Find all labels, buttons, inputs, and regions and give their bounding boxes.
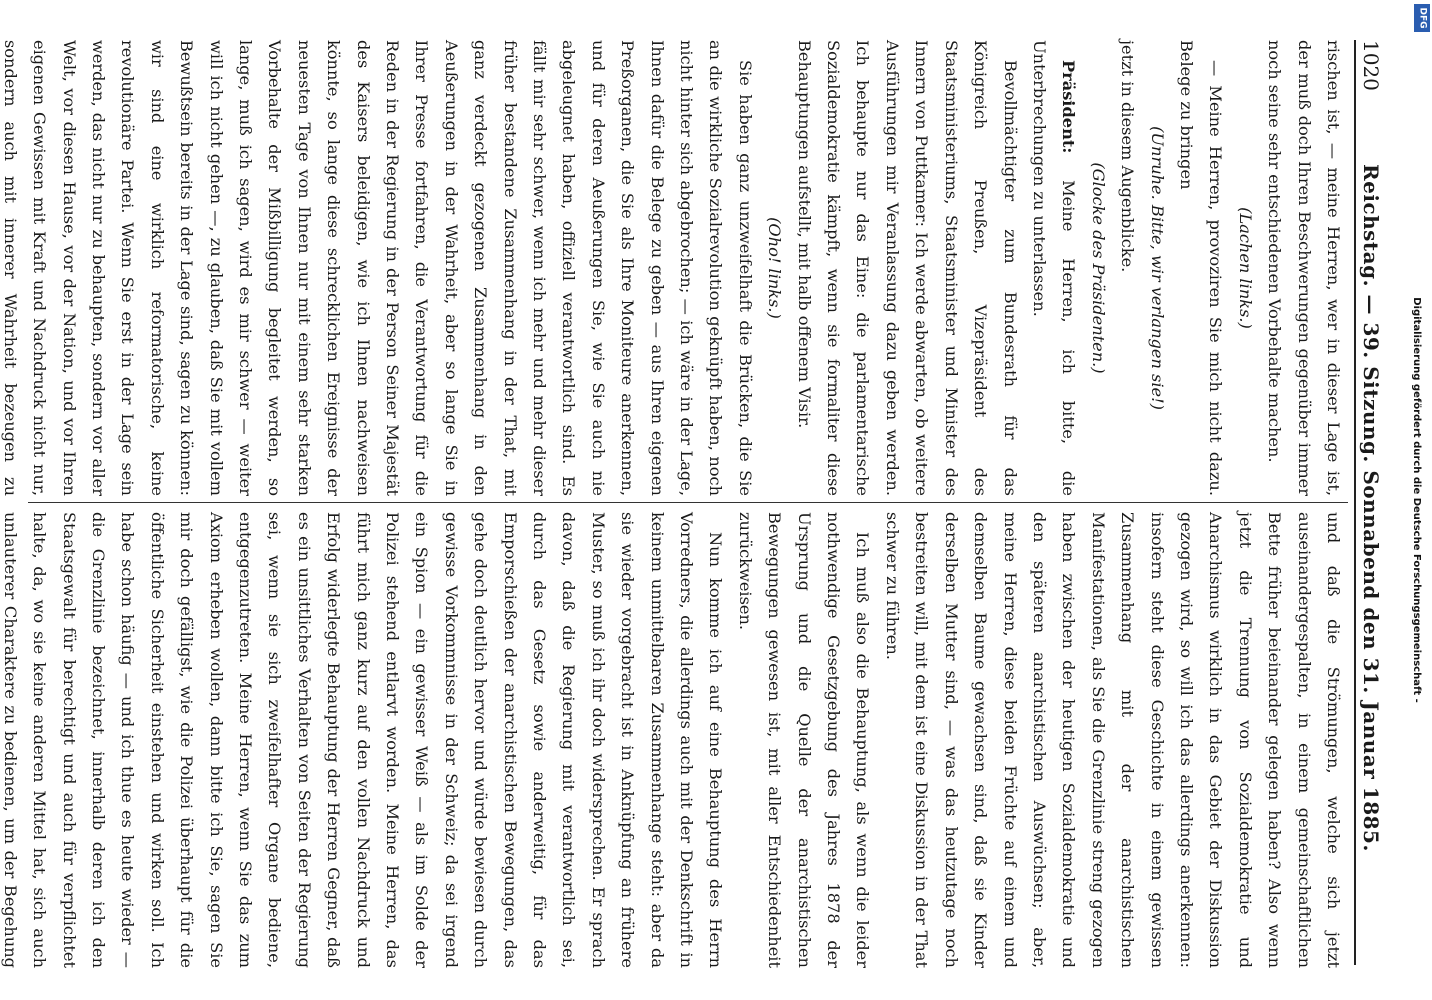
dfg-logo-text: DFG <box>1417 7 1428 29</box>
page-number: 1020 <box>1359 40 1383 91</box>
interjection: (Lachen links.) <box>1235 207 1255 329</box>
paragraph: — Meine Herren, provoziren Sie mich nicht dazu. Belege zu bringen <box>1176 40 1226 496</box>
interjection: (Glocke des Präsidenten.) <box>1088 162 1108 374</box>
paragraph: Ich muß also die Behauptung, als wenn die leider nothwendige Gesetzgebung des Jahres 1878 der Ursprung und die Quelle der anarchistischen Bewegungen gewesen ist, mit aller Entschiedenheit zurückweisen. <box>735 512 873 968</box>
left-column <box>0 40 1348 496</box>
paragraph: Bevollmächtigter zum Bundesrath für das Königreich Preußen, Vizepräsident des Staatsministeriums, Staatsminister und Minister des Innern von Puttkamer: Ich werde abwarten, ob weitere Ausführungen mir Veranlassung dazu geben werden. Ich behaupte nur das Eine: die parlamentarische Sozialdemokratie kämpft, wenn sie formaliter diese Behauptungen aufstellt, mit halb offenem Visir. <box>794 40 1020 496</box>
interjection: (Oho! links.) <box>765 217 785 319</box>
page-running-title: Reichstag. — 39. Sitzung. Sonnabend den 31. Januar 1885. <box>1359 163 1383 852</box>
paragraph: Sie haben ganz unzweifelhaft die Brücken, die Sie an die wirkliche Sozialrevolution geknüpft haben, noch nicht hinter sich abgebrochen; — ich wäre in der Lage, Ihnen dafür die Belege zu geben — aus Ihren eigenen Preßorganen, die Sie als Ihre Moniteure anerkennen, und für deren Aeußerungen Sie, wie Sie auch nie abgeleugnet haben, offiziell verantwortlich sind. Es fällt mir sehr schwer, wenn ich mehr und mehr dieser früher bestandene Zusammenhang in der That, mit ganz verdeckt gezogenen Zusammenhang in den Aeußerungen in der Wahrheit, aber so lange Sie in Ihrer Presse fortfahren, die Verantwortung für die Reden in der Regierung in der Person Seiner Majestät des Kaisers beleidigen, wie ich Ihnen nachweisen könnte, so lange diese schrecklichen Ereignisse der neuesten Tage von Ihnen nur mit einem sehr starken Vorbehalte der Mißbilligung begleitet werden, so lange, muß ich sagen, wird es mir schwer — weiter will ich nicht gehen —, zu glauben, daß Sie mit vollem Bewußtsein bereits in der Lage sind, sagen zu können: wir sind eine wirklich reformatorische, keine revolutionäre Partei. Wenn Sie erst in der Lage sein werden, das nicht nur zu behaupten, sondern vor aller Welt, vor diesen Hause, vor der Nation, und vor Ihren eigenen Gewissen mit Kraft und Nachdruck nicht nur, sondern auch mit innerer Wahrheit bezeugen zu <box>0 40 755 496</box>
speaker-paragraph <box>1025 40 1084 496</box>
interjection: (Unruhe. Bitte, wir verlangen sie!) <box>1147 126 1167 410</box>
column-divider <box>28 502 1348 503</box>
speaker-name: Präsident: <box>1059 60 1079 154</box>
paragraph: und daß die Strömungen, welche sich jetzt auseinandergespalten, in einem gemeinschaftlichen Bette früher beieinander gelegen haben? Also wenn jetzt die Trennung von Sozialdemokratie und Anarchismus wirklich in das Gebiet der Diskussion gezogen wird, so will ich das allerdings anerkennen: insofern steht diese Geschichte in einem gewissen Zusammenhang mit der anarchistischen Manifestationen, als Sie die Grenzlinie streng gezogen haben zwischen der heutigen Sozialdemokratie und den späteren anarchistischen Auswüchsen; aber, meine Herren, diese beiden Früchte auf einem und demselben Baume gewachsen sind, daß sie Kinder derselben Mutter sind, — was das heutzutage noch bestreiten will, mit dem ist eine Diskussion in der That schwer zu führen. <box>882 512 1343 968</box>
paragraph: Nun komme ich auf eine Behauptung des Herrn Vorredners, die allerdings auch mit der Denkschrift in keinem unmittelbaren Zusammenhange steht: aber da sie wieder vorgebracht ist in Anknüpfung an frühere Muster, so muß ich ihr doch widersprechen. Er sprach davon, daß die Regierung mit verantwortlich sei, durch das Gesetz sowie anderweitig, für das Emporschießen der anarchistischen Bewegungen, das gehe doch deutlich hervor und würde bewiesen durch gewisse Vorkommnisse in der Schweiz; da sei irgend ein Spion — ein gewisser Weiß — als im Solde der Polizei stehend entlarvt worden. Meine Herren, das führt mich ganz kurz auf den vollen Nachdruck und Erfolg widerlegte Behauptung der Herren Gegner, daß es ein unsittliches Verhalten von Seiten der Regierung sei, wenn sie sich zweifelhafter Organe bediene, entgegenzutreten. Meine Herren, wenn Sie das zum Axiom erheben wollen, dann bitte ich Sie, sagen Sie mir doch gefälligst, wie die Polizei überhaupt für die öffentliche Sicherheit einstehen und wirken soll. Ich habe schon häufig — und ich thue es heute wieder — die Grenzlinie bezeichnet, innerhalb deren ich den Staatsgewalt für berechtigt und auch für verpflichtet halte, da, wo sie keine anderen Mittel hat, sich auch unlauterer Charaktere zu bedienen, um der Begehung <box>0 512 726 968</box>
dfg-logo <box>1414 4 1430 32</box>
page-header <box>1354 40 1386 965</box>
dfg-credit-text: Digitalisierung gefördert durch die Deutsche Forschungsgemeinschaft - <box>1411 297 1422 703</box>
right-column <box>0 512 1348 968</box>
paragraph: jetzt in diesem Augenblicke. <box>1118 40 1138 273</box>
paragraph: rischen ist, — meine Herren, wer in dieser Lage ist, der muß doch Ihren Beschwerungen gegenüber immer noch seine sehr entschiedenen Vorbehalte machen. <box>1265 40 1343 496</box>
speech-text: Meine Herren, ich bitte, die Unterbrechungen zu unterlassen. <box>1029 40 1079 496</box>
